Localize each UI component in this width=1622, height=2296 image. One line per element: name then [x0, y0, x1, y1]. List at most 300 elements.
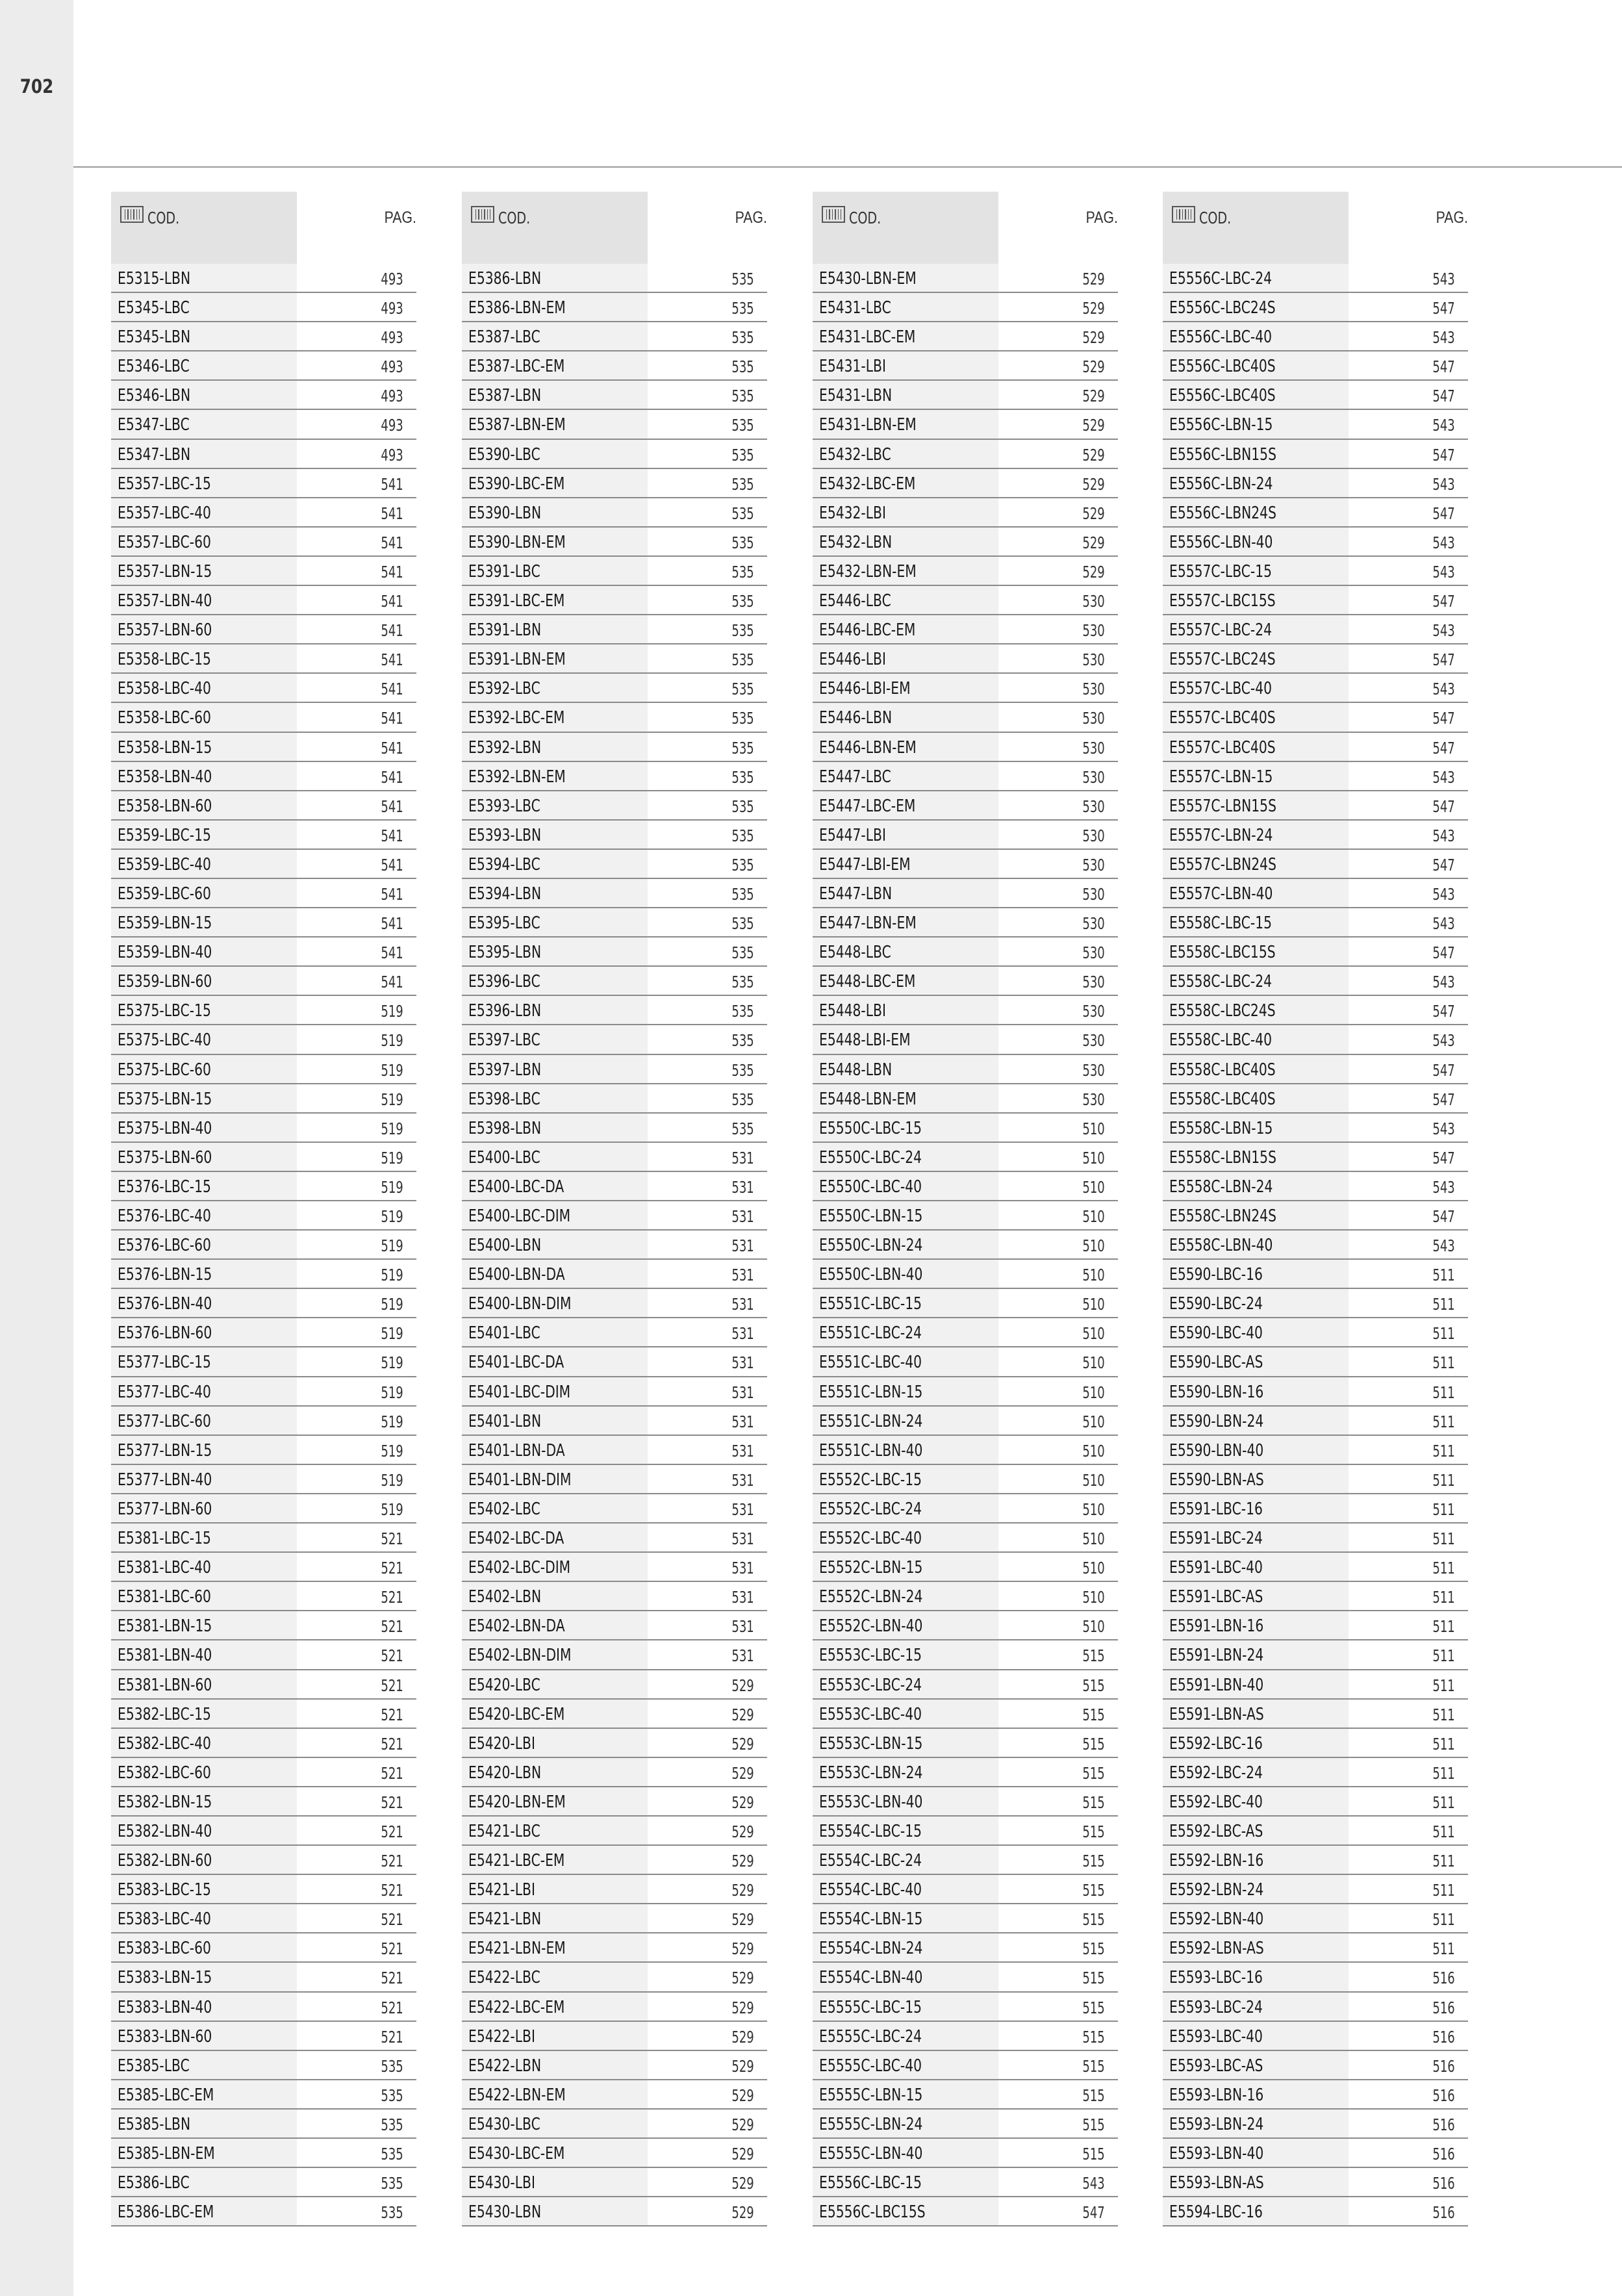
table-row	[813, 264, 1118, 293]
table-row	[462, 293, 767, 322]
product-code: E5591-LBN-40	[1169, 1675, 1264, 1695]
table-row	[111, 1114, 416, 1143]
table-row	[1163, 733, 1468, 762]
page-reference: 535	[731, 826, 754, 845]
product-code: E5400-LBN-DIM	[468, 1294, 572, 1314]
page-reference: 531	[731, 1177, 754, 1197]
table-row	[462, 1025, 767, 1054]
product-code: E5552C-LBC-15	[819, 1470, 922, 1490]
page-reference: 535	[381, 2086, 403, 2105]
page-reference: 521	[381, 2027, 403, 2047]
page-reference: 521	[381, 1559, 403, 1578]
product-code: E5554C-LBN-24	[819, 1939, 923, 1959]
table-row	[462, 850, 767, 879]
page-reference: 543	[1432, 680, 1455, 699]
product-code: E5446-LBC-EM	[819, 620, 916, 641]
page-reference: 516	[1432, 2174, 1455, 2193]
table-row	[813, 615, 1118, 644]
page-reference: 510	[1082, 1559, 1105, 1578]
table-row	[1163, 469, 1468, 498]
page-reference: 547	[1432, 1207, 1455, 1226]
product-code: E5381-LBC-40	[118, 1558, 211, 1578]
page-reference: 530	[1082, 1002, 1105, 1021]
table-row	[813, 1640, 1118, 1670]
table-row	[1163, 1640, 1468, 1670]
product-code: E5422-LBC-EM	[468, 1997, 565, 2017]
table-row	[1163, 879, 1468, 908]
table-row	[462, 557, 767, 586]
table-row	[813, 586, 1118, 615]
page-reference: 515	[1082, 1822, 1105, 1841]
product-code: E5396-LBC	[468, 972, 540, 992]
table-row	[111, 791, 416, 821]
table-row	[813, 762, 1118, 791]
table-row	[813, 322, 1118, 351]
product-code: E5345-LBN	[118, 327, 191, 348]
page-reference: 519	[381, 1353, 403, 1373]
page-reference: 543	[1432, 767, 1455, 787]
header-shade	[1163, 192, 1349, 264]
header-cod-label: COD.	[849, 209, 881, 227]
index-column-4	[1163, 192, 1468, 2226]
table-row	[462, 1407, 767, 1436]
page-reference: 547	[1082, 2203, 1105, 2223]
product-code: E5383-LBC-40	[118, 1909, 211, 1930]
product-code: E5421-LBN-EM	[468, 1939, 566, 1959]
product-code: E5347-LBN	[118, 444, 191, 465]
page-reference: 511	[1432, 1734, 1455, 1754]
table-row	[813, 1436, 1118, 1465]
product-code: E5591-LBN-24	[1169, 1646, 1264, 1666]
table-row	[462, 1231, 767, 1260]
product-code: E5553C-LBC-15	[819, 1646, 922, 1666]
table-row	[1163, 1846, 1468, 1875]
table-row	[462, 1729, 767, 1758]
product-code: E5552C-LBC-24	[819, 1499, 922, 1519]
product-code: E5430-LBI	[468, 2173, 535, 2193]
page-reference: 543	[1432, 973, 1455, 992]
table-row	[813, 2168, 1118, 2197]
product-code: E5553C-LBC-40	[819, 1704, 922, 1724]
product-code: E5358-LBC-40	[118, 679, 211, 699]
page-reference: 529	[1082, 299, 1105, 318]
table-row	[813, 967, 1118, 996]
page-reference: 547	[1432, 943, 1455, 963]
page-reference: 529	[731, 2115, 754, 2134]
table-row	[111, 293, 416, 322]
page-reference: 493	[381, 416, 403, 435]
page-reference: 521	[381, 1852, 403, 1871]
page-reference: 510	[1082, 1119, 1105, 1138]
table-row	[462, 440, 767, 469]
product-code: E5557C-LBC15S	[1169, 591, 1276, 611]
table-row	[111, 1758, 416, 1787]
table-row	[111, 2022, 416, 2051]
product-code: E5431-LBC	[819, 298, 891, 318]
table-row	[813, 2080, 1118, 2110]
table-row	[1163, 967, 1468, 996]
page-reference: 535	[731, 474, 754, 494]
page-reference: 535	[381, 2145, 403, 2163]
page-reference: 515	[1082, 1998, 1105, 2017]
page-reference: 515	[1082, 1646, 1105, 1666]
product-code: E5590-LBC-16	[1169, 1265, 1263, 1285]
product-code: E5376-LBN-40	[118, 1294, 212, 1314]
product-code: E5553C-LBN-24	[819, 1763, 923, 1783]
product-code: E5555C-LBC-15	[819, 1997, 922, 2017]
table-row	[462, 2051, 767, 2080]
page-reference: 535	[731, 767, 754, 787]
page-reference: 530	[1082, 738, 1105, 758]
page-reference: 529	[1082, 533, 1105, 552]
product-code: E5382-LBC-40	[118, 1733, 211, 1754]
page-reference: 530	[1082, 592, 1105, 611]
table-row	[813, 1289, 1118, 1318]
product-code: E5558C-LBC24S	[1169, 1001, 1276, 1021]
table-row	[813, 293, 1118, 322]
table-row	[813, 703, 1118, 732]
product-code: E5448-LBI	[819, 1001, 886, 1021]
table-row	[462, 1904, 767, 1933]
product-code: E5431-LBN	[819, 386, 893, 406]
table-row	[813, 2051, 1118, 2080]
table-row	[462, 938, 767, 967]
page-reference: 515	[1082, 2056, 1105, 2076]
page-reference: 547	[1432, 592, 1455, 611]
page-reference: 519	[381, 1295, 403, 1314]
product-code: E5381-LBC-60	[118, 1587, 211, 1607]
page-reference: 511	[1432, 1705, 1455, 1724]
product-code: E5398-LBC	[468, 1089, 540, 1109]
product-code: E5448-LBN	[819, 1060, 893, 1080]
page-reference: 530	[1082, 621, 1105, 641]
page-reference: 543	[1082, 2174, 1105, 2193]
product-code: E5556C-LBN24S	[1169, 503, 1276, 523]
table-row	[1163, 1524, 1468, 1553]
product-code: E5430-LBC-EM	[468, 2144, 565, 2163]
page-reference: 543	[1432, 474, 1455, 494]
page-reference: 511	[1432, 1559, 1455, 1578]
table-row	[111, 1377, 416, 1407]
column-header	[462, 192, 767, 264]
product-code: E5390-LBC-EM	[468, 474, 565, 494]
page-reference: 531	[731, 1646, 754, 1666]
product-code: E5593-LBN-16	[1169, 2085, 1264, 2105]
product-code: E5387-LBC-EM	[468, 357, 565, 377]
table-row	[111, 1729, 416, 1758]
table-row	[1163, 2051, 1468, 2080]
table-row	[813, 1347, 1118, 1377]
page-reference: 529	[1082, 387, 1105, 406]
product-code: E5422-LBN-EM	[468, 2085, 566, 2105]
product-code: E5393-LBN	[468, 825, 542, 845]
table-row	[111, 410, 416, 439]
table-row	[111, 2080, 416, 2110]
product-code: E5553C-LBN-15	[819, 1733, 923, 1754]
product-code: E5381-LBN-15	[118, 1616, 212, 1637]
table-row	[462, 1640, 767, 1670]
product-code: E5397-LBN	[468, 1060, 542, 1080]
table-row	[813, 440, 1118, 469]
page-reference: 530	[1082, 1090, 1105, 1109]
product-code: E5556C-LBC40S	[1169, 386, 1276, 406]
page-reference: 535	[731, 387, 754, 406]
page-reference: 493	[381, 357, 403, 377]
header-pag-label: PAG.	[735, 209, 767, 227]
table-row	[111, 1494, 416, 1524]
table-row	[1163, 410, 1468, 439]
page-reference: 535	[731, 299, 754, 318]
table-row	[111, 2051, 416, 2080]
page-reference: 521	[381, 1617, 403, 1637]
page-reference: 493	[381, 299, 403, 318]
product-code: E5558C-LBN-24	[1169, 1177, 1273, 1197]
product-code: E5554C-LBC-40	[819, 1880, 922, 1900]
page-reference: 535	[731, 738, 754, 758]
table-row	[1163, 1933, 1468, 1963]
page-reference: 531	[731, 1588, 754, 1607]
product-code: E5396-LBN	[468, 1001, 542, 1021]
page-reference: 519	[381, 1031, 403, 1051]
product-code: E5346-LBC	[118, 357, 190, 377]
page-reference: 541	[381, 767, 403, 787]
product-code: E5386-LBC-EM	[118, 2202, 214, 2223]
table-row	[1163, 996, 1468, 1025]
product-code: E5377-LBN-40	[118, 1470, 212, 1490]
product-code: E5315-LBN	[118, 269, 191, 288]
table-row	[1163, 1553, 1468, 1582]
page-reference: 531	[731, 1207, 754, 1226]
table-row	[462, 1436, 767, 1465]
page-reference: 529	[731, 1676, 754, 1695]
table-row	[1163, 322, 1468, 351]
table-row	[1163, 1494, 1468, 1524]
page-reference: 529	[731, 1998, 754, 2017]
product-code: E5401-LBN-DA	[468, 1440, 565, 1461]
page-reference: 521	[381, 1969, 403, 1988]
table-row	[1163, 1084, 1468, 1114]
page-reference: 521	[381, 1646, 403, 1666]
page-reference: 547	[1432, 445, 1455, 465]
product-code: E5382-LBC-60	[118, 1763, 211, 1783]
table-row	[813, 1729, 1118, 1758]
page-reference: 493	[381, 328, 403, 348]
product-code: E5375-LBN-40	[118, 1118, 212, 1138]
page-reference: 515	[1082, 1734, 1105, 1754]
page-reference: 547	[1432, 357, 1455, 377]
table-row	[462, 762, 767, 791]
table-row	[1163, 1875, 1468, 1904]
table-row	[813, 1025, 1118, 1054]
table-row	[1163, 762, 1468, 791]
table-row	[111, 1846, 416, 1875]
table-row	[111, 1933, 416, 1963]
page-reference: 530	[1082, 709, 1105, 728]
row-list	[462, 264, 767, 2226]
product-code: E5554C-LBN-40	[819, 1968, 923, 1988]
page-reference: 519	[381, 1441, 403, 1461]
table-row	[1163, 1172, 1468, 1201]
product-code: E5420-LBC	[468, 1675, 540, 1695]
page-reference: 516	[1432, 1998, 1455, 2017]
page-reference: 535	[731, 650, 754, 670]
product-code: E5431-LBN-EM	[819, 415, 917, 435]
page-reference: 529	[731, 1763, 754, 1783]
product-code: E5359-LBN-15	[118, 913, 212, 934]
product-code: E5357-LBN-40	[118, 591, 212, 611]
page-reference: 535	[731, 914, 754, 934]
page-reference: 530	[1082, 680, 1105, 699]
product-code: E5358-LBC-60	[118, 708, 211, 728]
page-reference: 543	[1432, 1177, 1455, 1197]
page-reference: 543	[1432, 1236, 1455, 1256]
table-row	[462, 322, 767, 351]
table-row	[813, 1055, 1118, 1084]
page-reference: 547	[1432, 855, 1455, 874]
product-code: E5550C-LBN-24	[819, 1236, 923, 1256]
product-code: E5391-LBN	[468, 620, 542, 641]
table-row	[462, 674, 767, 703]
page-reference: 535	[381, 2056, 403, 2076]
page-reference: 547	[1432, 1002, 1455, 1021]
table-row	[1163, 2139, 1468, 2168]
page-reference: 521	[381, 1881, 403, 1900]
table-row	[462, 1524, 767, 1553]
page-reference: 531	[731, 1499, 754, 1519]
product-code: E5557C-LBN-40	[1169, 884, 1273, 904]
header-cod-label: COD.	[498, 209, 531, 227]
table-row	[813, 1201, 1118, 1231]
product-code: E5377-LBN-60	[118, 1499, 212, 1519]
product-code: E5556C-LBN15S	[1169, 444, 1276, 465]
table-row	[462, 996, 767, 1025]
page-reference: 543	[1432, 416, 1455, 435]
product-code: E5394-LBC	[468, 854, 540, 874]
page-reference: 530	[1082, 884, 1105, 904]
product-code: E5551C-LBC-40	[819, 1353, 922, 1373]
product-code: E5556C-LBC24S	[1169, 298, 1276, 318]
page-reference: 529	[731, 1822, 754, 1841]
product-code: E5357-LBC-40	[118, 503, 211, 523]
product-code: E5431-LBI	[819, 357, 886, 377]
product-code: E5376-LBC-60	[118, 1236, 211, 1256]
table-row	[1163, 557, 1468, 586]
page-reference: 541	[381, 973, 403, 992]
table-row	[462, 1377, 767, 1407]
page-reference: 529	[1082, 474, 1105, 494]
page-reference: 516	[1432, 2056, 1455, 2076]
page-reference: 531	[731, 1617, 754, 1637]
page-reference: 543	[1432, 621, 1455, 641]
product-code: E5357-LBN-15	[118, 561, 212, 581]
page-reference: 510	[1082, 1266, 1105, 1285]
table-row	[1163, 908, 1468, 938]
page-reference: 511	[1432, 1792, 1455, 1812]
table-row	[111, 821, 416, 850]
page-reference: 519	[381, 1266, 403, 1285]
product-code: E5591-LBC-40	[1169, 1558, 1263, 1578]
table-row	[813, 733, 1118, 762]
table-row	[1163, 1201, 1468, 1231]
table-row	[1163, 264, 1468, 293]
product-code: E5555C-LBC-40	[819, 2056, 922, 2076]
table-row	[462, 2139, 767, 2168]
page-reference: 531	[731, 1266, 754, 1285]
product-code: E5557C-LBC-40	[1169, 679, 1273, 699]
page-reference: 531	[731, 1353, 754, 1373]
product-code: E5345-LBC	[118, 298, 190, 318]
page-reference: 521	[381, 1763, 403, 1783]
table-row	[111, 322, 416, 351]
page-reference: 541	[381, 650, 403, 670]
product-code: E5391-LBC-EM	[468, 591, 565, 611]
page-reference: 531	[731, 1529, 754, 1549]
table-row	[813, 1904, 1118, 1933]
product-code: E5376-LBC-40	[118, 1206, 211, 1226]
page-reference: 515	[1082, 1939, 1105, 1959]
table-row	[813, 674, 1118, 703]
page-reference: 535	[731, 1031, 754, 1051]
page-reference: 531	[731, 1236, 754, 1256]
table-row	[111, 2110, 416, 2139]
page-reference: 530	[1082, 797, 1105, 816]
product-code: E5448-LBC-EM	[819, 972, 916, 992]
product-code: E5420-LBN	[468, 1763, 542, 1783]
page-reference: 541	[381, 855, 403, 874]
table-row	[111, 1465, 416, 1494]
table-row	[462, 586, 767, 615]
product-code: E5401-LBN-DIM	[468, 1470, 572, 1490]
product-code: E5357-LBC-60	[118, 532, 211, 552]
row-list	[1163, 264, 1468, 2226]
page-reference: 515	[1082, 1705, 1105, 1724]
table-row	[111, 1817, 416, 1846]
table-row	[1163, 2197, 1468, 2226]
product-code: E5558C-LBC-15	[1169, 913, 1273, 934]
page-reference: 510	[1082, 1588, 1105, 1607]
product-code: E5558C-LBN-15	[1169, 1118, 1273, 1138]
page-reference: 529	[731, 2203, 754, 2223]
barcode-icon	[471, 206, 494, 223]
product-code: E5556C-LBN-24	[1169, 474, 1273, 494]
table-row	[111, 703, 416, 732]
page-reference: 510	[1082, 1499, 1105, 1519]
product-code: E5558C-LBN24S	[1169, 1206, 1276, 1226]
product-code: E5551C-LBC-15	[819, 1294, 922, 1314]
page-reference: 511	[1432, 1676, 1455, 1695]
product-code: E5422-LBI	[468, 2026, 535, 2047]
table-row	[111, 1231, 416, 1260]
column-header	[111, 192, 416, 264]
product-code: E5446-LBI	[819, 650, 886, 670]
page-reference: 511	[1432, 1617, 1455, 1637]
product-code: E5392-LBC	[468, 679, 540, 699]
table-row	[1163, 1318, 1468, 1347]
table-row	[462, 1055, 767, 1084]
page-reference: 535	[731, 416, 754, 435]
table-row	[1163, 1347, 1468, 1377]
table-row	[1163, 615, 1468, 644]
page-reference: 535	[731, 445, 754, 465]
product-code: E5552C-LBN-40	[819, 1616, 923, 1637]
page-number: 702	[19, 75, 54, 97]
table-row	[111, 351, 416, 381]
table-row	[1163, 1582, 1468, 1611]
product-code: E5387-LBC	[468, 327, 540, 348]
product-code: E5590-LBN-24	[1169, 1411, 1264, 1431]
page-reference: 511	[1432, 1529, 1455, 1549]
row-list	[111, 264, 416, 2226]
